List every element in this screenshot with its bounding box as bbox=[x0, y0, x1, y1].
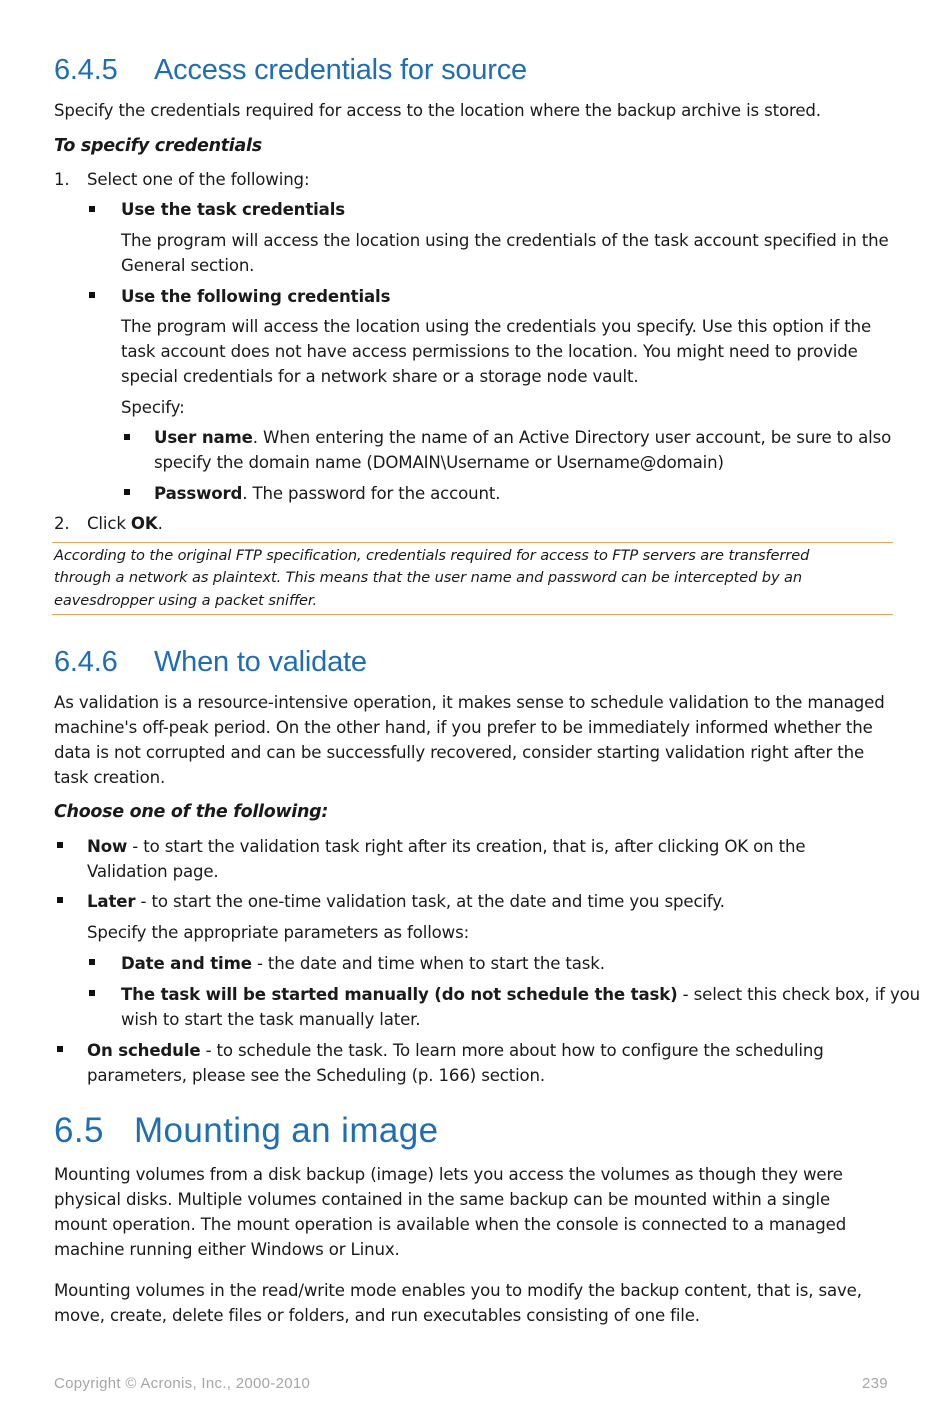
paragraph: Mounting volumes from a disk backup (image) lets you access the volumes as though they were bbox=[54, 1165, 843, 1184]
option-title: Use the following credentials bbox=[121, 287, 391, 306]
note-top-rule bbox=[52, 542, 893, 543]
step-text: Select one of the following: bbox=[87, 170, 310, 189]
option-description: special credentials for a network share or a storage node vault. bbox=[121, 367, 639, 386]
bullet-square-icon bbox=[89, 959, 95, 965]
user-name-item: User name. When entering the name of an Active Directory user account, be sure to also bbox=[154, 428, 892, 447]
choose-heading: Choose one of the following: bbox=[54, 802, 329, 822]
later-specify: Specify the appropriate parameters as follows: bbox=[87, 923, 470, 942]
manual-item-cont: wish to start the task manually later. bbox=[121, 1010, 421, 1029]
step-number: 2. bbox=[54, 514, 70, 533]
bullet-square-icon bbox=[57, 1046, 63, 1052]
option-title: Use the task credentials bbox=[121, 200, 345, 219]
note-bottom-rule bbox=[52, 614, 893, 615]
paragraph: data is not corrupted and can be successfully recovered, consider starting validation right after the bbox=[54, 743, 865, 762]
section-number: 6.4.6 bbox=[54, 646, 118, 678]
date-time-item: Date and time - the date and time when to start the task. bbox=[121, 954, 605, 973]
section-title: Access credentials for source bbox=[154, 54, 527, 86]
paragraph: machine running either Windows or Linux. bbox=[54, 1240, 400, 1259]
section-number: 6.5 bbox=[54, 1111, 104, 1150]
now-option: Now - to start the validation task right after its creation, that is, after clicking OK on the bbox=[87, 837, 806, 856]
option-description: task account does not have access permissions to the location. You might need to provide bbox=[121, 342, 858, 361]
page-number: 239 bbox=[862, 1375, 888, 1392]
password-item: Password. The password for the account. bbox=[154, 484, 501, 503]
user-name-item-cont: specify the domain name (DOMAIN\Username or Username@domain) bbox=[154, 453, 724, 472]
bullet-square-icon bbox=[89, 990, 95, 996]
bullet-square-icon bbox=[89, 292, 95, 298]
paragraph: physical disks. Multiple volumes contained in the same backup can be mounted within a single bbox=[54, 1190, 831, 1209]
section-number: 6.4.5 bbox=[54, 54, 118, 86]
schedule-option: On schedule - to schedule the task. To learn more about how to configure the scheduling bbox=[87, 1041, 824, 1060]
paragraph: As validation is a resource-intensive operation, it makes sense to schedule validation to the managed bbox=[54, 693, 885, 712]
bullet-square-icon bbox=[57, 897, 63, 903]
footer-copyright: Copyright © Acronis, Inc., 2000-2010 bbox=[54, 1375, 311, 1392]
specify-label: Specify: bbox=[121, 398, 185, 417]
bullet-square-icon bbox=[57, 842, 63, 848]
section-title: Mounting an image bbox=[134, 1111, 439, 1150]
note-text: through a network as plaintext. This means that the user name and password can be intercepted by an bbox=[54, 569, 803, 586]
procedure-heading: To specify credentials bbox=[54, 136, 262, 156]
paragraph: Specify the credentials required for access to the location where the backup archive is stored. bbox=[54, 101, 821, 120]
step-text: Click OK. bbox=[87, 514, 163, 533]
option-description: The program will access the location using the credentials you specify. Use this option if the bbox=[121, 317, 872, 336]
step-number: 1. bbox=[54, 170, 70, 189]
paragraph: machine's off-peak period. On the other hand, if you prefer to be immediately informed whether the bbox=[54, 718, 873, 737]
bullet-square-icon bbox=[124, 489, 130, 495]
note-text: eavesdropper using a packet sniffer. bbox=[54, 592, 317, 609]
paragraph: task creation. bbox=[54, 768, 166, 787]
schedule-option-cont: parameters, please see the Scheduling (p. 166) section. bbox=[87, 1066, 546, 1085]
paragraph: mount operation. The mount operation is available when the console is connected to a managed bbox=[54, 1215, 847, 1234]
now-option-cont: Validation page. bbox=[87, 862, 219, 881]
later-option: Later - to start the one-time validation task, at the date and time you specify. bbox=[87, 892, 725, 911]
option-description: The program will access the location using the credentials of the task account specified in the bbox=[121, 231, 889, 250]
bullet-square-icon bbox=[124, 434, 130, 440]
section-title: When to validate bbox=[154, 646, 367, 678]
manual-item: The task will be started manually (do not schedule the task) - select this check box, if you bbox=[121, 985, 921, 1004]
bullet-square-icon bbox=[89, 206, 95, 212]
note-text: According to the original FTP specification, credentials required for access to FTP servers are transferred bbox=[54, 547, 810, 564]
paragraph: move, create, delete files or folders, and run executables consisting of one file. bbox=[54, 1306, 700, 1325]
paragraph: Mounting volumes in the read/write mode enables you to modify the backup content, that is, save, bbox=[54, 1281, 862, 1300]
option-description: General section. bbox=[121, 256, 255, 275]
